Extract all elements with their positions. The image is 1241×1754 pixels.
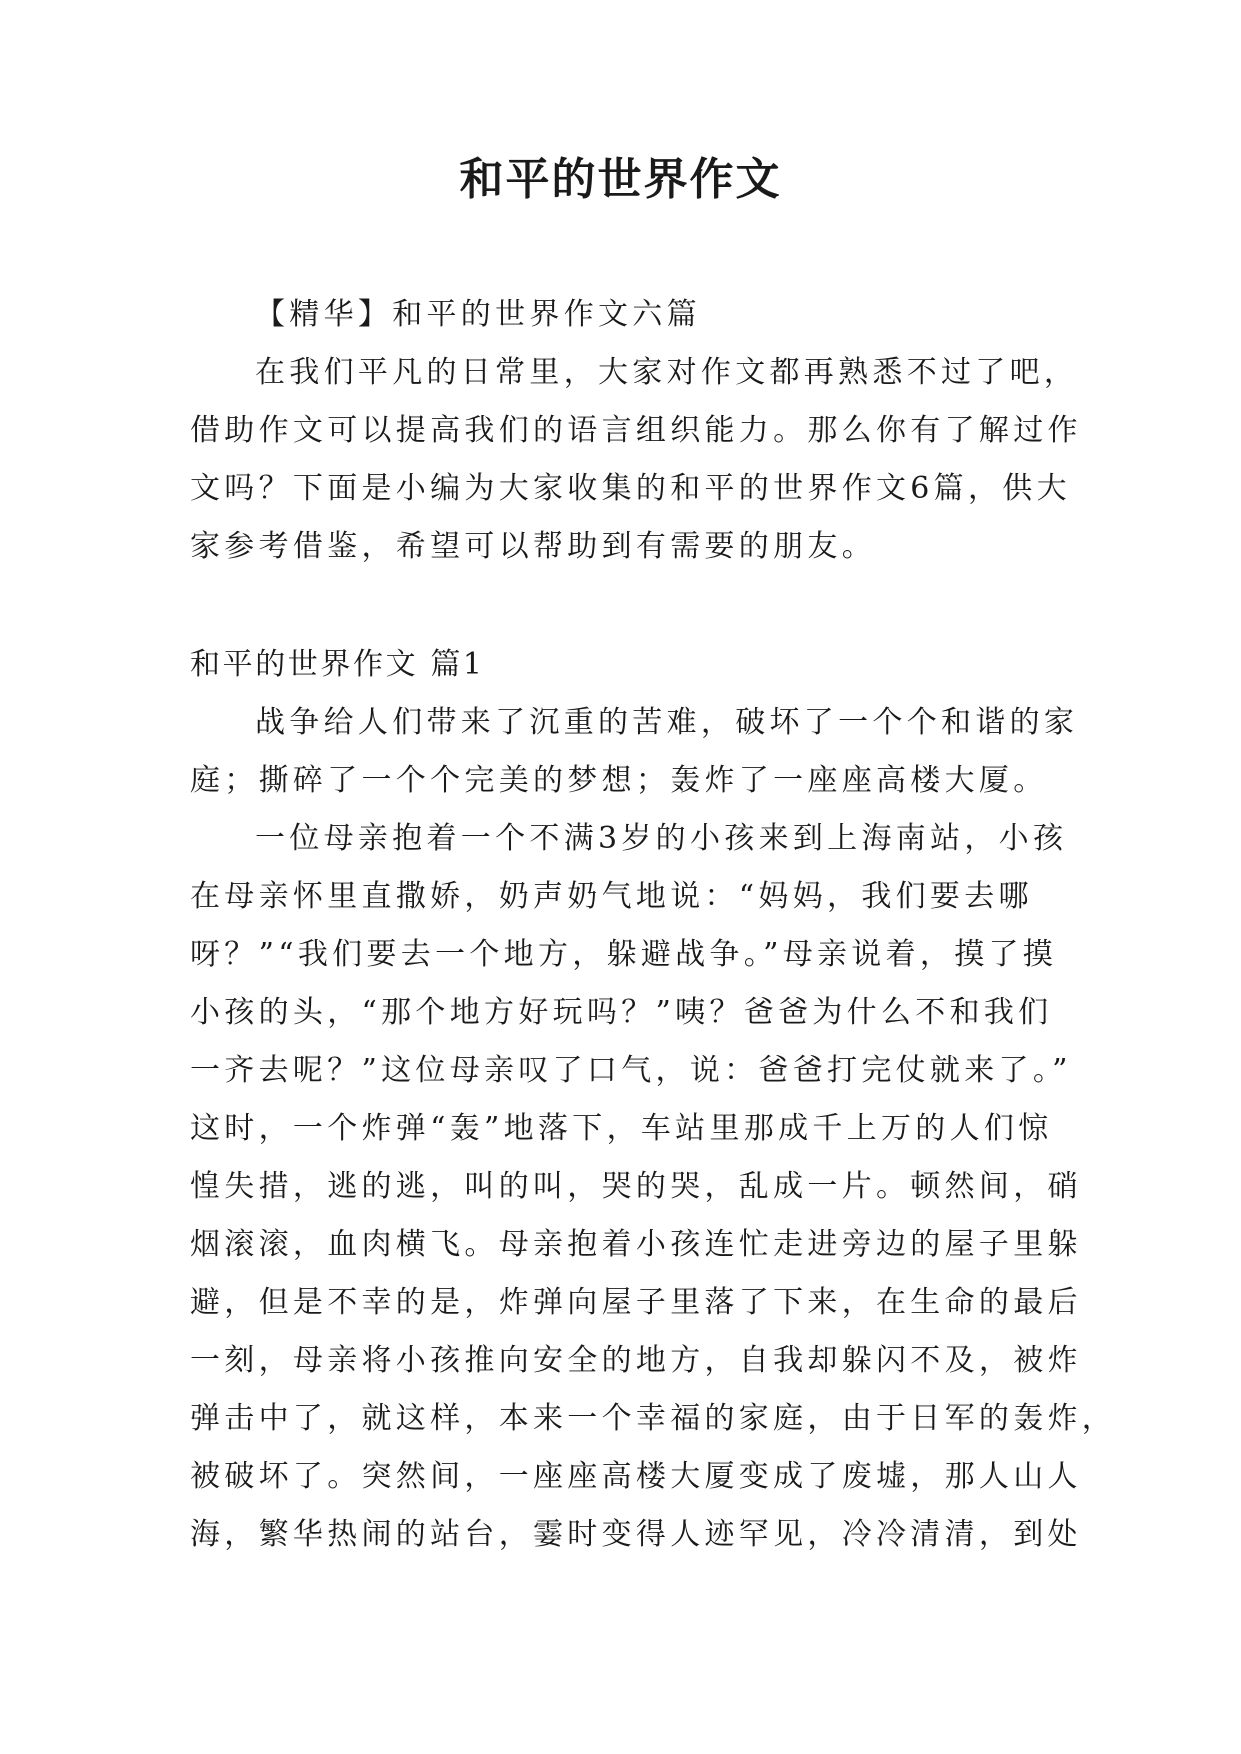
- section-spacer: [190, 576, 1052, 636]
- paragraph-line: 弹击中了，就这样，本来一个幸福的家庭，由于日军的轰炸，: [190, 1401, 1117, 1436]
- paragraph-line: 避，但是不幸的是，炸弹向屋子里落了下来，在生命的最后: [190, 1285, 1082, 1320]
- intro-paragraph: [190, 344, 1082, 576]
- document-title: 和平的世界作文: [459, 154, 782, 205]
- paragraph-line: 这时，一个炸弹“轰”地落下，车站里那成千上万的人们惊: [190, 1111, 1053, 1146]
- paragraph-line: 庭；撕碎了一个个完美的梦想；轰炸了一座座高楼大厦。: [190, 763, 1048, 798]
- paragraph-line: 文吗？下面是小编为大家收集的和平的世界作文6篇，供大: [190, 471, 1071, 506]
- paragraph-line: 战争给人们带来了沉重的苦难，破坏了一个个和谐的家: [255, 705, 1079, 740]
- paragraph-line: 烟滚滚，血肉横飞。母亲抱着小孩连忙走进旁边的屋子里躲: [190, 1227, 1082, 1262]
- paragraph-line: 在母亲怀里直撒娇，奶声奶气地说：“妈妈，我们要去哪: [190, 879, 1033, 914]
- paragraph-line: 借助作文可以提高我们的语言组织能力。那么你有了解过作: [190, 413, 1082, 448]
- paragraph-line: 惶失措，逃的逃，叫的叫，哭的哭，乱成一片。顿然间，硝: [190, 1169, 1082, 1204]
- section1-paragraph-2: [190, 810, 1117, 1564]
- paragraph-line: 呀？”“我们要去一个地方，躲避战争。”母亲说着，摸了摸: [190, 937, 1058, 972]
- paragraph-line: 一刻，母亲将小孩推向安全的地方，自我却躲闪不及，被炸: [190, 1343, 1082, 1378]
- paragraph-line: 一齐去呢？”这位母亲叹了口气，说：爸爸打完仗就来了。”: [190, 1053, 1072, 1088]
- paragraph-line: 在我们平凡的日常里，大家对作文都再熟悉不过了吧，: [255, 355, 1079, 390]
- paragraph-line: 一位母亲抱着一个不满3岁的小孩来到上海南站，小孩: [255, 821, 1068, 856]
- paragraph-line: 海，繁华热闹的站台，霎时变得人迹罕见，冷冷清清，到处: [190, 1517, 1082, 1552]
- section-heading: 和平的世界作文 篇1: [190, 647, 485, 682]
- section1-paragraph-1: [190, 694, 1079, 810]
- paragraph-line: 小孩的头，“那个地方好玩吗？”咦？爸爸为什么不和我们: [190, 995, 1053, 1030]
- document-body: [190, 286, 1117, 1564]
- paragraph-line: 家参考借鉴，希望可以帮助到有需要的朋友。: [190, 529, 876, 564]
- intro-subtitle: 【精华】和平的世界作文六篇: [255, 297, 701, 332]
- paragraph-line: 被破坏了。突然间，一座座高楼大厦变成了废墟，那人山人: [190, 1459, 1082, 1494]
